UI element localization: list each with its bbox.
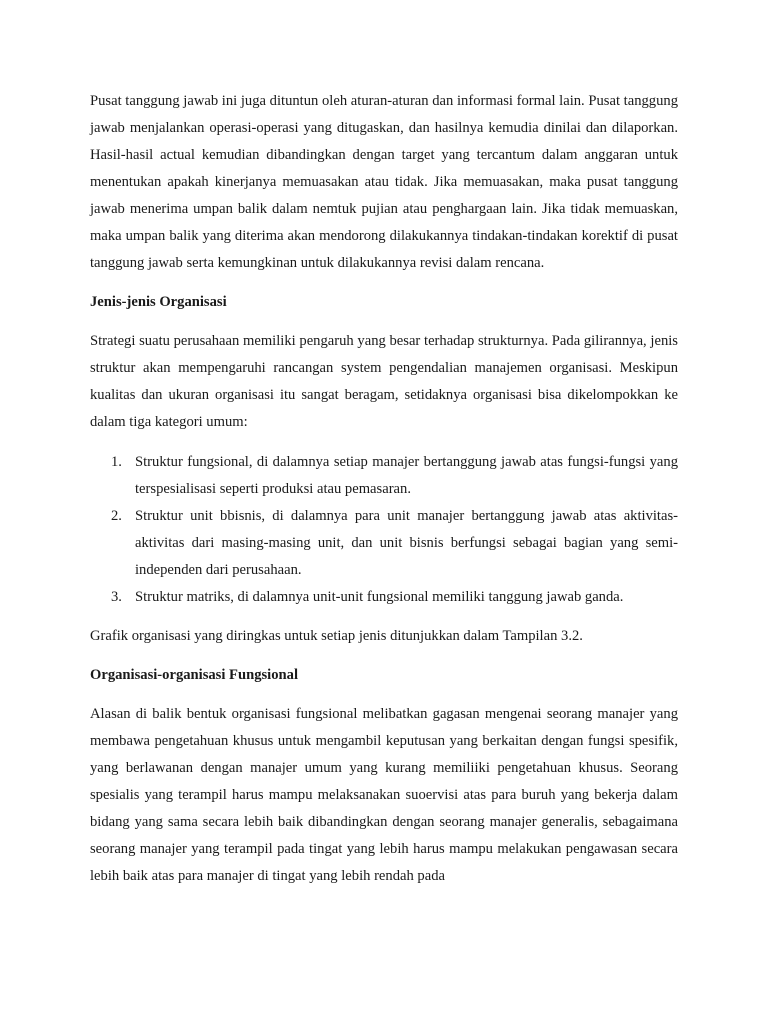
organization-types-list	[90, 449, 678, 611]
spacer	[90, 436, 678, 449]
spacer	[90, 316, 678, 328]
spacer	[90, 689, 678, 701]
list-item	[90, 503, 678, 584]
section-heading-jenis-organisasi: Jenis-jenis Organisasi	[90, 294, 227, 310]
list-item-text: Struktur unit bbisnis, di dalamnya para unit manajer bertanggung jawab atas aktivitas-aktivitas dari masing-masing unit, dan unit bisnis berfungsi sebagai bagian yang semi-independen dari perusahaan.	[135, 508, 678, 578]
section-heading-organisasi-fungsional: Organisasi-organisasi Fungsional	[90, 667, 299, 683]
list-item-text: Struktur matriks, di dalamnya unit-unit fungsional memiliki tanggung jawab ganda.	[135, 589, 624, 605]
spacer	[90, 611, 678, 623]
chart-reference-paragraph: Grafik organisasi yang diringkas untuk setiap jenis ditunjukkan dalam Tampilan 3.2.	[90, 628, 583, 644]
spacer	[90, 650, 678, 662]
list-item	[90, 449, 678, 503]
list-number: 2.	[111, 508, 122, 524]
strategy-paragraph: Strategi suatu perusahaan memiliki pengaruh yang besar terhadap strukturnya. Pada gilirannya, jenis struktur akan mempengaruhi rancangan system pengendalian manajemen organisasi. Meskipun kualitas dan ukuran organisasi itu sangat beragam, setidaknya organisasi bisa dikelompokkan ke dalam tiga kategori umum:	[90, 333, 678, 430]
list-number: 3.	[111, 589, 122, 605]
document-page	[90, 88, 678, 890]
intro-paragraph: Pusat tanggung jawab ini juga dituntun oleh aturan-aturan dan informasi formal lain. Pusat tanggung jawab menjalankan operasi-operasi yang ditugaskan, dan hasilnya kemudia dinilai dan dilaporkan. Hasil-hasil actual kemudian dibandingkan dengan target yang tercantum dalam anggaran untuk menentukan apakah kinerjanya memuasakan atau tidak. Jika memuasakan, maka pusat tanggung jawab menerima umpan balik dalam nemtuk pujian atau penghargaan lain. Jika tidak memuaskan, maka umpan balik yang diterima akan mendorong dilakukannya tindakan-tindakan korektif di pusat tanggung jawab serta kemungkinan untuk dilakukannya revisi dalam rencana.	[90, 93, 678, 271]
spacer	[90, 277, 678, 289]
functional-organization-paragraph: Alasan di balik bentuk organisasi fungsional melibatkan gagasan mengenai seorang manajer yang membawa pengetahuan khusus untuk mengambil keputusan yang berkaitan dengan fungsi spesifik, yang berlawanan dengan manajer umum yang kurang memiliiki pengetahuan khusus. Seorang spesialis yang terampil harus mampu melaksanakan suoervisi atas para buruh yang bekerja dalam bidang yang sama secara lebih baik dibandingkan dengan seorang manajer generalis, sebagaimana seorang manajer yang terampil pada tingat yang lebih harus mampu melakukan pengawasan secara lebih baik atas para manajer di tingat yang lebih rendah pada	[90, 706, 678, 884]
list-item	[90, 584, 678, 611]
list-item-text: Struktur fungsional, di dalamnya setiap manajer bertanggung jawab atas fungsi-fungsi yang terspesialisasi seperti produksi atau pemasaran.	[135, 454, 678, 497]
list-number: 1.	[111, 454, 122, 470]
